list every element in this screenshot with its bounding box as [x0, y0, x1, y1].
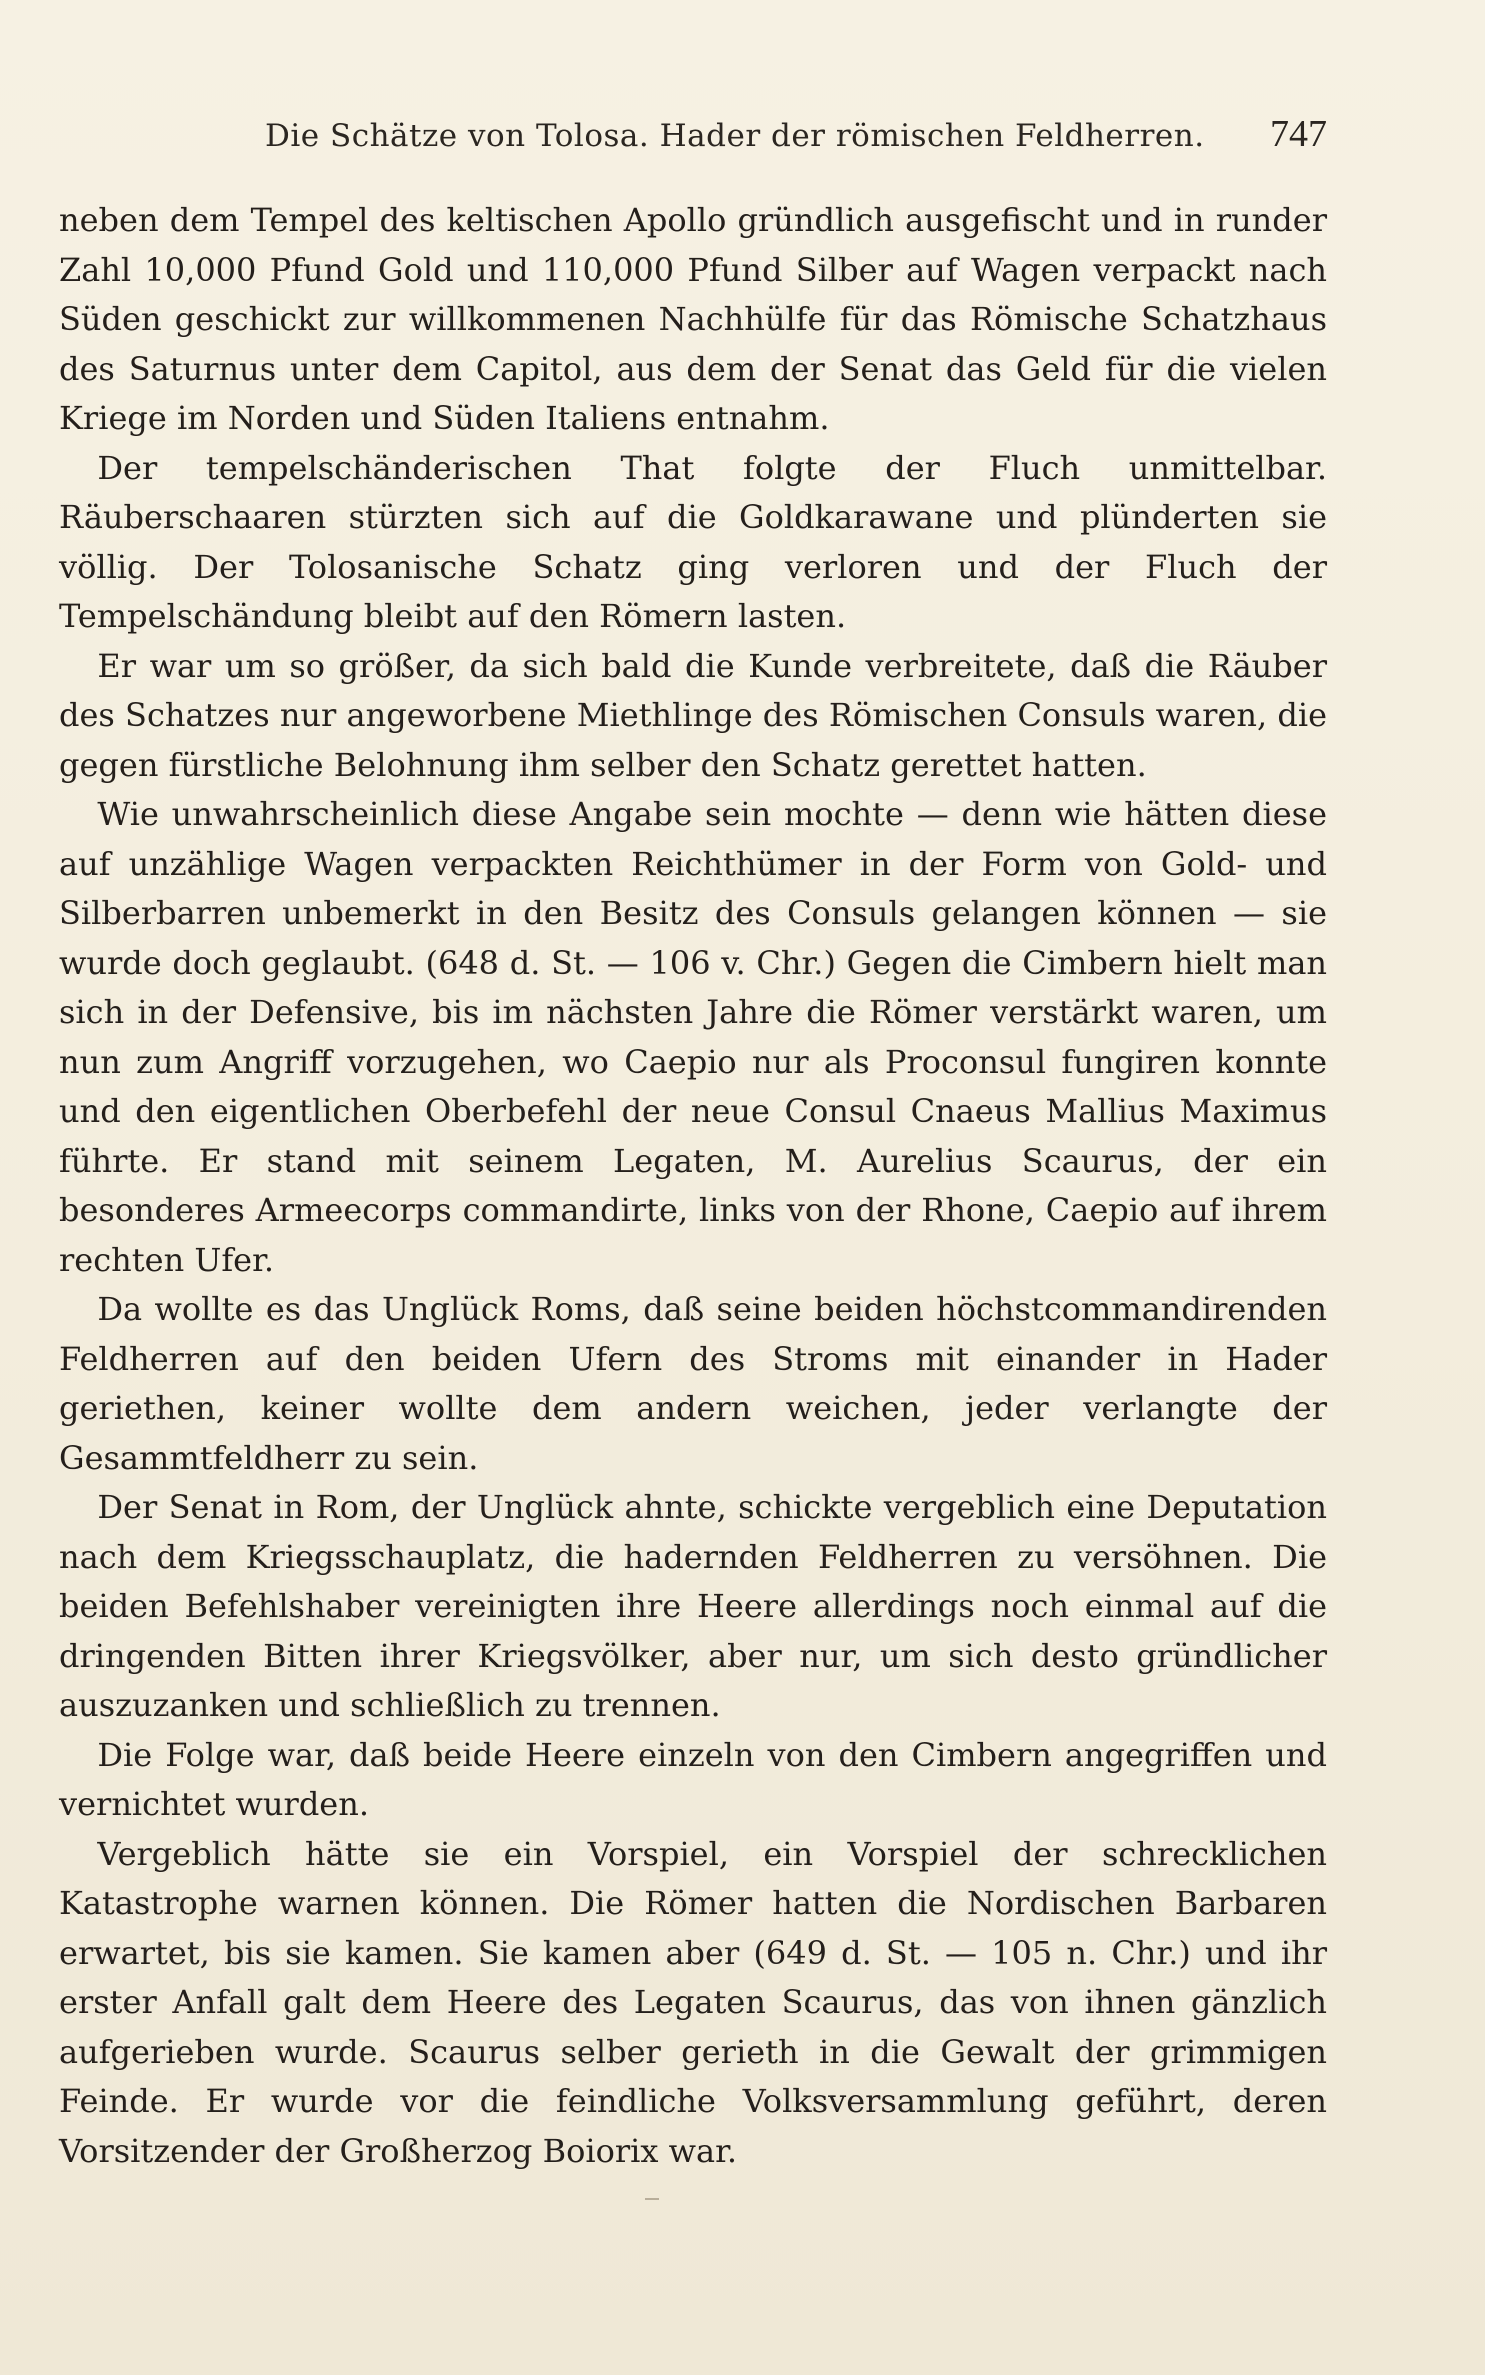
page-number: 747 — [1270, 113, 1327, 155]
running-head: Die Schätze von Tolosa. Hader der römischen Feldherren. — [265, 118, 1205, 154]
paragraph: Er war um so größer, da sich bald die Kunde verbreitete, daß die Räuber des Schatzes nur angeworbene Miethlinge des Römischen Consuls waren, die gegen fürstliche Belohnung ihm selber den Schatz gerettet hatten. — [59, 646, 1327, 784]
paragraph: Da wollte es das Unglück Roms, daß seine beiden höchstcommandirenden Feldherren auf den beiden Ufern des Stroms mit einander in Hader geriethen, keiner wollte dem andern weichen, jeder verlangte der Gesammtfeldherr zu sein. — [59, 1290, 1327, 1477]
paragraph: Die Folge war, daß beide Heere einzeln von den Cimbern angegriffen und vernichtet wurden. — [59, 1735, 1327, 1823]
bottom-print-mark — [645, 2198, 659, 2200]
body-text — [59, 196, 1327, 2176]
page-header — [265, 108, 1327, 172]
paragraph: Der tempelschänderischen That folgte der Fluch unmittelbar. Räuberschaaren stürzten sich auf die Goldkarawane und plünderten sie völlig. Der Tolosanische Schatz ging verloren und der Fluch der Tempelschändung bleibt auf den Römern lasten. — [59, 448, 1327, 635]
paragraph: Der Senat in Rom, der Unglück ahnte, schickte vergeblich eine Deputation nach dem Kriegsschauplatz, die hadernden Feldherren zu versöhnen. Die beiden Befehlshaber vereinigten ihre Heere allerdings noch einmal auf die dringenden Bitten ihrer Kriegsvölker, aber nur, um sich desto gründlicher auszuzanken und schließlich zu trennen. — [59, 1488, 1327, 1724]
paragraph: Vergeblich hätte sie ein Vorspiel, ein Vorspiel der schrecklichen Katastrophe warnen können. Die Römer hatten die Nordischen Barbaren erwartet, bis sie kamen. Sie kamen aber (649 d. St. — 105 n. Chr.) und ihr erster Anfall galt dem Heere des Legaten Scaurus, das von ihnen gänzlich aufgerieben wurde. Scaurus selber gerieth in die Gewalt der grimmigen Feinde. Er wurde vor die feindliche Volksversammlung geführt, deren Vorsitzender der Großherzog Boiorix war. — [59, 1834, 1327, 2170]
paragraph: Wie unwahrscheinlich diese Angabe sein mochte — denn wie hätten diese auf unzählige Wagen verpackten Reichthümer in der Form von Gold- und Silberbarren unbemerkt in den Besitz des Consuls gelangen können — sie wurde doch geglaubt. (648 d. St. — 106 v. Chr.) Gegen die Cimbern hielt man sich in der Defensive, bis im nächsten Jahre die Römer verstärkt waren, um nun zum Angriff vorzugehen, wo Caepio nur als Proconsul fungiren konnte und den eigentlichen Oberbefehl der neue Consul Cnaeus Mallius Maximus führte. Er stand mit seinem Legaten, M. Aurelius Scaurus, der ein besonderes Armeecorps commandirte, links von der Rhone, Caepio auf ihrem rechten Ufer. — [59, 795, 1327, 1279]
paragraph: neben dem Tempel des keltischen Apollo gründlich ausgefischt und in runder Zahl 10,000 Pfund Gold und 110,000 Pfund Silber auf Wagen verpackt nach Süden geschickt zur willkommenen Nachhülfe für das Römische Schatzhaus des Saturnus unter dem Capitol, aus dem der Senat das Geld für die vielen Kriege im Norden und Süden Italiens entnahm. — [59, 201, 1327, 437]
